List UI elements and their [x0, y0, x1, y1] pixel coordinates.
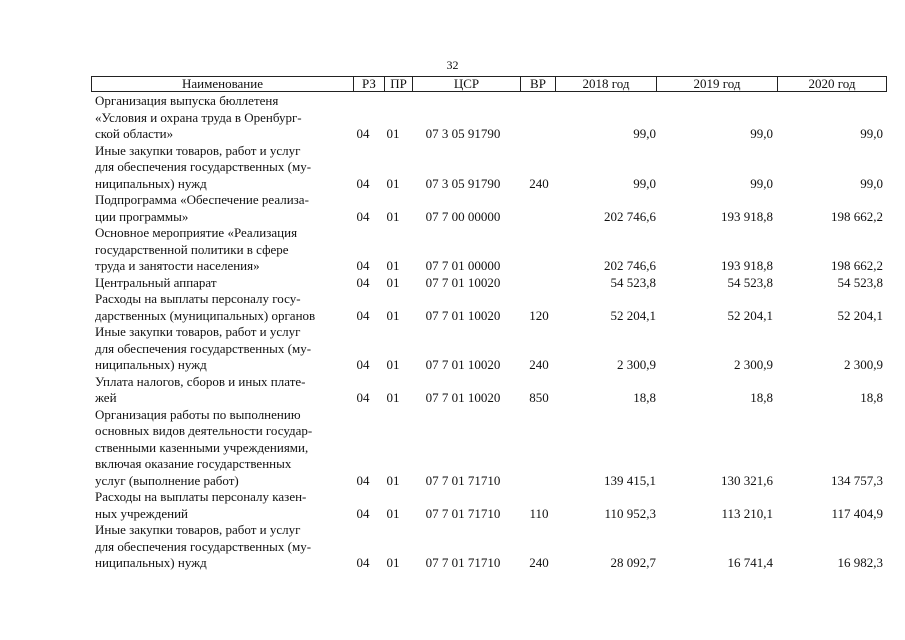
row-name-line: ции программы» — [95, 208, 189, 224]
row-rz: 04 — [356, 555, 370, 570]
row-2019: 54 523,8 — [727, 274, 773, 290]
row-rz: 04 — [356, 175, 370, 191]
row-pr: 01 — [386, 274, 400, 290]
header-pr: ПР — [385, 77, 413, 91]
row-name-line: Центральный аппарат — [95, 274, 217, 290]
row-vr: 240 — [529, 357, 549, 372]
row-name-line: Иные закупки товаров, работ и услуг — [95, 522, 301, 537]
row-csr: 07 7 01 00000 — [425, 258, 501, 273]
row-name-line: для обеспечения государственных (му- — [95, 538, 312, 554]
header-name: Наименование — [92, 77, 354, 91]
row-name — [95, 522, 357, 572]
row-pr: 01 — [386, 258, 400, 273]
row-name-line: «Условия и охрана труда в Оренбург- — [95, 109, 302, 125]
row-rz: 04 — [356, 307, 370, 323]
row-pr: 01 — [386, 357, 400, 372]
row-2019: 99,0 — [750, 175, 773, 191]
header-rz: РЗ — [354, 77, 385, 91]
row-2018: 52 204,1 — [610, 307, 656, 323]
table-row — [95, 192, 890, 225]
row-name-line: услуг (выполнение работ) — [95, 472, 239, 488]
row-rz: 04 — [356, 505, 370, 521]
row-csr: 07 3 05 91790 — [425, 175, 501, 191]
row-name-line: ственными казенными учреждениями, — [95, 439, 309, 455]
row-name-line: Основное мероприятие «Реализация — [95, 225, 298, 240]
row-2018: 110 952,3 — [604, 505, 656, 521]
row-name-line: Уплата налогов, сборов и иных плате- — [95, 373, 306, 389]
row-rz: 04 — [356, 274, 370, 290]
row-vr: 850 — [529, 390, 549, 405]
row-2020: 99,0 — [860, 175, 883, 191]
row-2020: 18,8 — [860, 390, 883, 405]
row-name-line: ниципальных) нужд — [95, 175, 207, 191]
header-2018: 2018 год — [556, 77, 657, 91]
row-name — [95, 407, 357, 490]
row-name-line: Подпрограмма «Обеспечение реализа- — [95, 192, 309, 207]
row-pr: 01 — [386, 555, 400, 570]
row-pr: 01 — [386, 307, 400, 323]
row-2019: 193 918,8 — [721, 258, 773, 273]
row-name — [95, 192, 357, 225]
page-number: 32 — [446, 58, 459, 72]
row-2018: 28 092,7 — [610, 555, 656, 570]
row-name — [95, 291, 357, 324]
table-header — [91, 76, 887, 92]
row-name — [95, 225, 357, 275]
row-2020: 52 204,1 — [837, 307, 883, 323]
row-2019: 18,8 — [750, 390, 773, 405]
row-name-line: ской области» — [95, 126, 174, 141]
row-2018: 54 523,8 — [610, 274, 656, 290]
row-2019: 130 321,6 — [721, 472, 773, 488]
row-rz: 04 — [356, 357, 370, 372]
row-2019: 193 918,8 — [721, 208, 773, 224]
row-2018: 99,0 — [633, 175, 656, 191]
row-csr: 07 7 01 71710 — [425, 472, 501, 488]
row-vr: 120 — [529, 307, 549, 323]
row-name — [95, 93, 357, 143]
row-pr: 01 — [386, 505, 400, 521]
row-name — [95, 489, 357, 522]
row-name-line: Расходы на выплаты персоналу казен- — [95, 489, 307, 504]
table-row — [95, 93, 890, 143]
row-name-line: Иные закупки товаров, работ и услуг — [95, 324, 301, 339]
row-csr: 07 7 00 00000 — [425, 208, 501, 224]
row-name — [95, 275, 357, 292]
row-vr: 110 — [529, 505, 549, 521]
row-name-line: Иные закупки товаров, работ и услуг — [95, 142, 301, 158]
row-csr: 07 7 01 10020 — [425, 357, 501, 372]
row-rz: 04 — [356, 472, 370, 488]
table-body — [95, 93, 890, 572]
header-2019: 2019 год — [657, 77, 778, 91]
header-2020: 2020 год — [808, 77, 856, 91]
row-2018: 139 415,1 — [604, 472, 656, 488]
row-name-line: жей — [95, 390, 117, 405]
row-2019: 99,0 — [750, 126, 773, 141]
row-2018: 2 300,9 — [617, 357, 656, 372]
row-csr: 07 7 01 10020 — [425, 390, 501, 405]
table-row — [95, 291, 890, 324]
row-csr: 07 3 05 91790 — [425, 126, 501, 141]
row-csr: 07 7 01 10020 — [425, 274, 501, 290]
row-name — [95, 374, 357, 407]
row-name-line: Расходы на выплаты персоналу госу- — [95, 291, 301, 306]
row-2020: 134 757,3 — [831, 472, 883, 488]
table-row — [95, 324, 890, 374]
row-pr: 01 — [386, 472, 400, 488]
row-name-line: ниципальных) нужд — [95, 555, 207, 570]
row-name — [95, 324, 357, 374]
table-row — [95, 489, 890, 522]
row-name-line: Организация выпуска бюллетеня — [95, 93, 279, 108]
row-name-line: основных видов деятельности государ- — [95, 423, 313, 438]
row-2020: 198 662,2 — [831, 208, 883, 224]
row-name-line: Организация работы по выполнению — [95, 406, 301, 422]
row-rz: 04 — [356, 390, 370, 405]
row-pr: 01 — [386, 390, 400, 405]
row-2020: 99,0 — [860, 126, 883, 141]
table-row — [95, 275, 890, 292]
row-name-line: дарственных (муниципальных) органов — [95, 307, 316, 323]
row-rz: 04 — [356, 258, 370, 273]
row-2019: 113 210,1 — [721, 505, 773, 521]
row-name-line: включая оказание государственных — [95, 456, 292, 471]
row-csr: 07 7 01 71710 — [425, 555, 501, 570]
row-csr: 07 7 01 71710 — [425, 505, 501, 521]
table-row — [95, 407, 890, 490]
row-2019: 16 741,4 — [727, 555, 773, 570]
row-2019: 2 300,9 — [734, 357, 773, 372]
row-2018: 18,8 — [633, 390, 656, 405]
row-2020: 117 404,9 — [831, 505, 883, 521]
row-name-line: ных учреждений — [95, 505, 188, 521]
row-name-line: для обеспечения государственных (му- — [95, 159, 312, 174]
table-row — [95, 143, 890, 193]
row-name — [95, 143, 357, 193]
row-pr: 01 — [386, 175, 400, 191]
row-rz: 04 — [356, 126, 370, 141]
row-vr: 240 — [529, 555, 549, 570]
row-2018: 99,0 — [633, 126, 656, 141]
row-pr: 01 — [386, 208, 400, 224]
row-2018: 202 746,6 — [604, 208, 656, 224]
table-row — [95, 522, 890, 572]
row-2020: 54 523,8 — [837, 274, 883, 290]
row-vr: 240 — [529, 175, 549, 191]
table-row — [95, 374, 890, 407]
row-2020: 2 300,9 — [844, 357, 883, 372]
row-csr: 07 7 01 10020 — [425, 307, 501, 323]
row-rz: 04 — [356, 208, 370, 224]
row-name-line: государственной политики в сфере — [95, 241, 289, 257]
row-2020: 198 662,2 — [831, 258, 883, 273]
row-name-line: ниципальных) нужд — [95, 357, 207, 372]
header-csr: ЦСР — [413, 77, 521, 91]
row-2019: 52 204,1 — [727, 307, 773, 323]
row-name-line: для обеспечения государственных (му- — [95, 340, 312, 356]
row-2018: 202 746,6 — [604, 258, 656, 273]
row-2020: 16 982,3 — [837, 555, 883, 570]
header-vr: ВР — [521, 77, 556, 91]
row-name-line: труда и занятости населения» — [95, 258, 260, 273]
table-row — [95, 225, 890, 275]
row-pr: 01 — [386, 126, 400, 141]
